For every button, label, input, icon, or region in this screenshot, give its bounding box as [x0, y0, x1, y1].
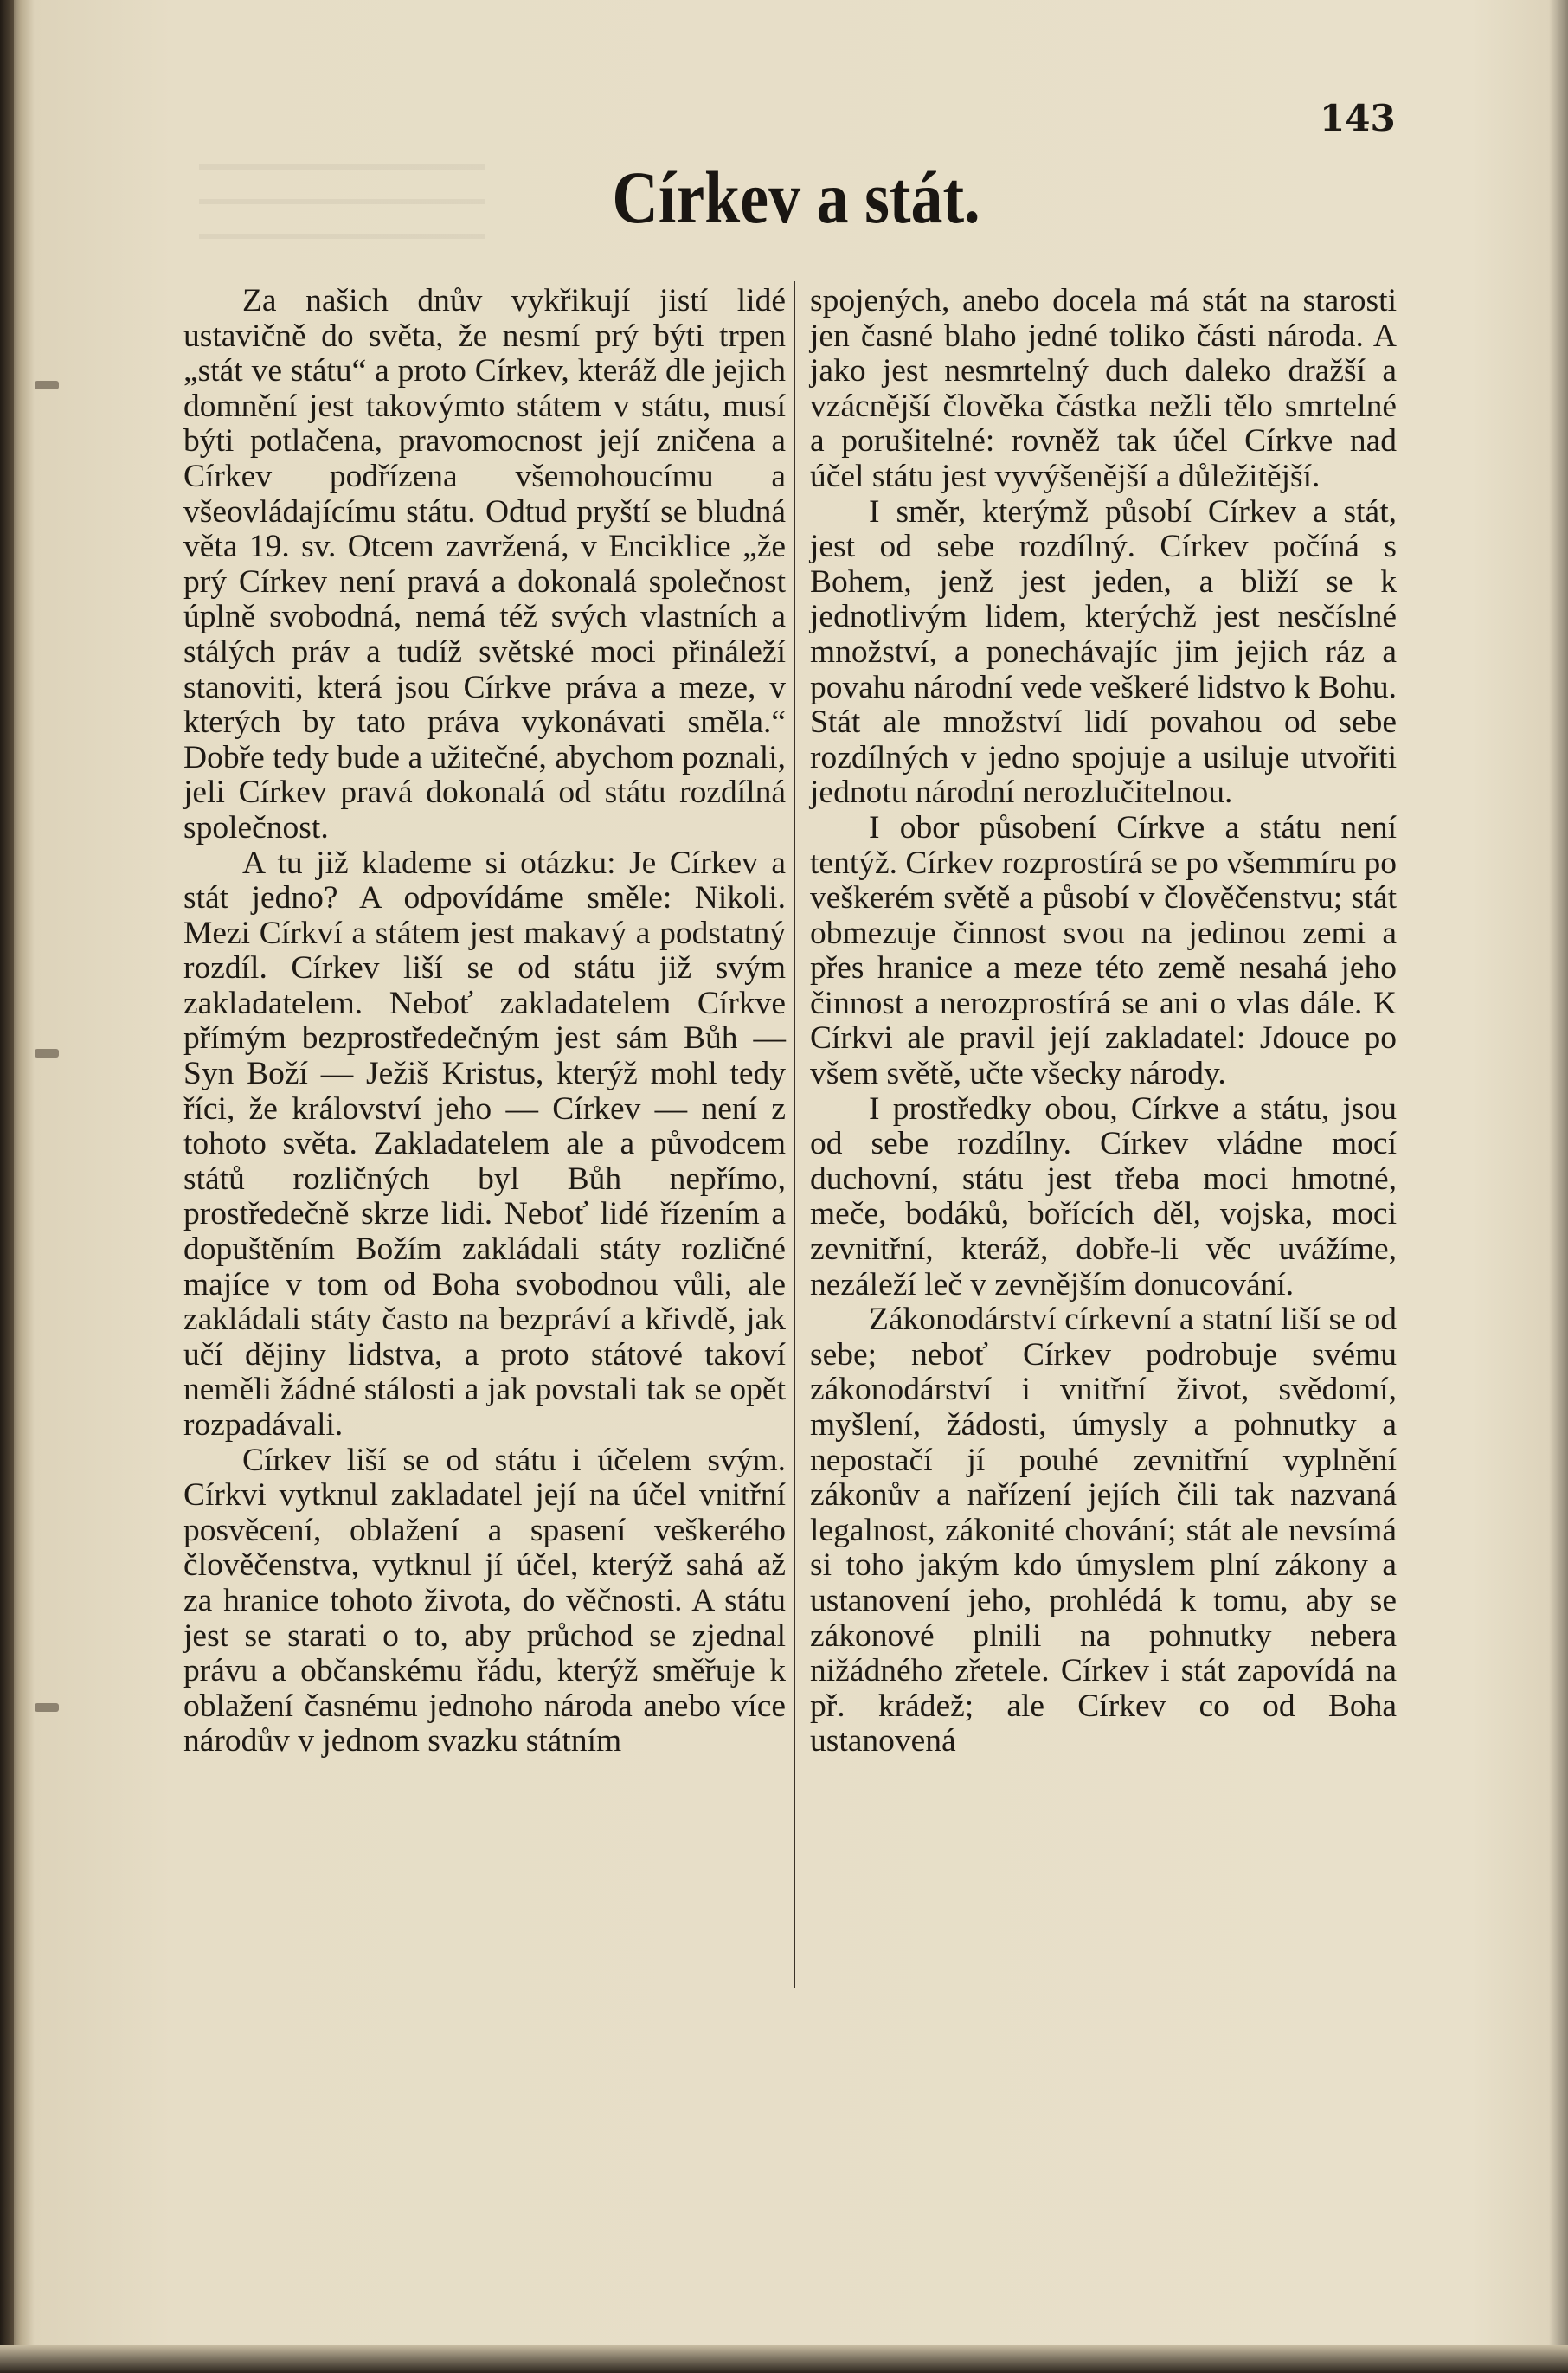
- paragraph: Zákonodárství církevní a statní liší se od sebe; neboť Církev podrobuje svému zákonodárství i vnitřní život, svědomí, myšlení, žádosti, úmysly a pohnutky a nepostačí jí pouhé zevnitřní vyplnění zákonův a nařízení jejích čili tak nazvaná legalnost, zákonité chování; stát ale nevsímá si toho jakým kdo úmyslem plní zákony a ustanovení jeho, prohlédá k tomu, aby se zákonové plnili na pohnutky nebera nižádného zřetele. Církev i stát zapovídá na př. krádež; ale Církev co od Boha ustanovená: [810, 1302, 1397, 1759]
- paragraph: Církev liší se od státu i účelem svým. Církvi vytknul zakladatel její na účel vnitřní posvěcení, oblažení a spasení veškerého člověčenstva, vytknul jí účel, kterýž sahá až za hranice tohoto života, do věčnosti. A státu jest se starati o to, aby průchod se zjednal právu a občanskému řádu, kterýž směřuje k oblažení časnému jednoho národa anebo více národův v jednom svazku státním: [183, 1442, 786, 1759]
- paragraph: I směr, kterýmž působí Církev a stát, jest od sebe rozdílný. Církev počíná s Bohem, jenž jest jeden, a bliží se k jednotlivým lidem, kterýchž jest nesčíslné množství, a ponechávajíc jim jejich ráz a povahu národní vede veškeré lidstvo k Bohu. Stát ale množství lidí povahou od sebe rozdílných v jedno spojuje a usiluje utvořiti jednotu národní nerozlučitelnou.: [810, 493, 1397, 811]
- left-column: [183, 284, 786, 1759]
- page-number: 143: [1320, 97, 1396, 139]
- right-column: [810, 284, 1397, 1759]
- page-bottom-edge: [0, 2345, 1568, 2373]
- margin-mark: [35, 1049, 59, 1058]
- page-title: Církev a stát.: [612, 156, 980, 239]
- binding-shadow: [0, 0, 14, 2373]
- show-through-text: [199, 164, 485, 268]
- paragraph: spojených, anebo docela má stát na starosti jen časné blaho jedné toliko části národa. A jako jest nesmrtelný duch daleko dražší a vzácnější člověka částka nežli tělo smrtelné a porušitelné: rovněž tak účel Církve nad účel státu jest vyvýšenější a důležitější.: [810, 283, 1397, 494]
- paragraph: I prostředky obou, Církve a státu, jsou od sebe rozdílny. Církev vládne mocí duchovní, státu jest třeba moci hmotné, meče, bodáků, bořících děl, vojska, moci zevnitřní, kteráž, dobře-li věc uvážíme, nezáleží leč v zevnějším donucování.: [810, 1090, 1397, 1302]
- paragraph: I obor působení Církve a státu není tentýž. Církev rozprostírá se po všemmíru po veškerém světě a působí v člověčenstvu; stát obmezuje činnost svou na jedinou zemi a přes hranice a meze této země nesahá jeho činnost a nerozprostírá se ani o vlas dále. K Církvi ale pravil její zakladatel: Jdouce po všem světě, učte všecky národy.: [810, 809, 1397, 1092]
- margin-mark: [35, 381, 59, 389]
- margin-mark: [35, 1703, 59, 1712]
- paragraph: A tu již klademe si otázku: Je Církev a stát jedno? A odpovídáme směle: Nikoli. Mezi Církví a státem jest makavý a podstatný rozdíl. Církev liší se od státu již svým zakladatelem. Neboť zakladatelem Církve přímým bezprostředečným jest sám Bůh — Syn Boží — Ježiš Kristus, kterýž mohl tedy říci, že království jeho — Církev — není z tohoto světa. Zakladatelem ale a původcem států rozličných byl Bůh nepřímo, prostředečně skrze lidi. Neboť lidé řízením a dopuštěním Božím zakládali státy rozličné majíce v tom od Boha svobodnou vůli, ale zakládali státy často na bezpráví a křivdě, jak učí dějiny lidstva, a proto státové takoví neměli žádné stálosti a jak povstali tak se opět rozpadávali.: [183, 845, 786, 1443]
- paragraph: Za našich dnův vykřikují jistí lidé ustavičně do světa, že nesmí prý býti trpen „stát ve státu“ a proto Církev, kteráž dle jejich domnění jest takovýmto státem v státu, musí býti potlačena, pravomocnost její zničena a Církev podřízena všemohoucímu a všeovládajícímu státu. Odtud pryští se bludná věta 19. sv. Otcem zavržená, v Enciklice „že prý Církev není pravá a dokonalá společnost úplně svobodná, nemá též svých vlastních a stálých práv a tudíž světské moci přináleží stanoviti, která jsou Církve práva a meze, v kterých by tato práva vykonávati směla.“ Dobře tedy bude a užitečné, abychom poznali, jeli Církev pravá dokonalá od státu rozdílná společnost.: [183, 283, 786, 846]
- column-divider: [794, 281, 795, 1988]
